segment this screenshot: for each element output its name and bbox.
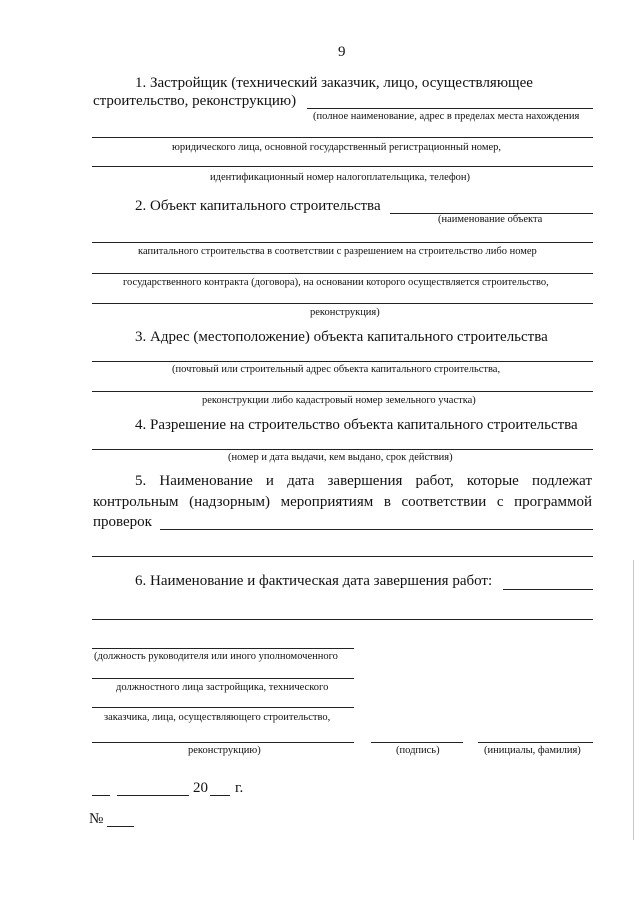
section1-input-line-2[interactable] [92, 137, 593, 138]
section4-line1: 4. Разрешение на строительство объекта капитального строительства [135, 417, 578, 433]
section5-input-line-2[interactable] [92, 556, 593, 557]
section6-input-line-1[interactable] [503, 589, 593, 590]
section2-input-line-4[interactable] [92, 303, 593, 304]
section4-input-line-1[interactable] [92, 449, 593, 450]
section3-hint-1: (почтовый или строительный адрес объекта капитального строительства, [172, 364, 501, 375]
section2-hint-4: реконструкция) [310, 307, 380, 318]
signature-label: (подпись) [396, 745, 440, 756]
section1-input-line-1[interactable] [307, 108, 593, 109]
section3-line1: 3. Адрес (местоположение) объекта капитального строительства [135, 329, 548, 345]
section2-line1: 2. Объект капитального строительства [135, 198, 381, 214]
position-input-line-3[interactable] [92, 707, 354, 708]
section5-input-line-1[interactable] [160, 529, 593, 530]
section3-input-line-2[interactable] [92, 391, 593, 392]
signature-hint-4: реконструкцию) [188, 745, 261, 756]
section1-hint-1: (полное наименование, адрес в пределах места нахождения [313, 111, 580, 122]
position-input-line-1[interactable] [92, 648, 354, 649]
section6-line1: 6. Наименование и фактическая дата завершения работ: [135, 573, 493, 589]
section1-input-line-3[interactable] [92, 166, 593, 167]
section5-line3: проверок [93, 514, 152, 530]
section5-line2: контрольным (надзорным) мероприятиям в соответствии с программой [93, 494, 592, 510]
section3-hint-2: реконструкции либо кадастровый номер земельного участка) [202, 395, 476, 406]
number-input-line[interactable] [107, 826, 134, 827]
page-number: 9 [338, 44, 346, 60]
date-year-prefix: 20 [193, 780, 208, 796]
section2-hint-2: капитального строительства в соответствии с разрешением на строительство либо номер [138, 246, 537, 257]
section1-hint-2: юридического лица, основной государственный регистрационный номер, [172, 142, 502, 153]
date-month-input[interactable] [117, 795, 189, 796]
name-input-line[interactable] [478, 742, 593, 743]
name-label: (инициалы, фамилия) [484, 745, 581, 756]
date-year-suffix: г. [235, 780, 244, 796]
section2-hint-3: государственного контракта (договора), на основании которого осуществляется строительство, [123, 277, 549, 288]
section5-line1: 5. Наименование и дата завершения работ, которые подлежат [135, 473, 592, 489]
date-day-input[interactable] [92, 795, 110, 796]
section3-input-line-1[interactable] [92, 361, 593, 362]
signature-hint-1: (должность руководителя или иного уполномоченного [94, 651, 338, 662]
position-input-line-4[interactable] [92, 742, 354, 743]
signature-hint-3: заказчика, лица, осуществляющего строительство, [104, 712, 331, 723]
section1-hint-3: идентификационный номер налогоплательщика, телефон) [210, 172, 471, 183]
section6-input-line-2[interactable] [92, 619, 593, 620]
section1-line1: 1. Застройщик (технический заказчик, лицо, осуществляющее [135, 75, 533, 91]
signature-hint-2: должностного лица застройщика, технического [116, 682, 329, 693]
section2-hint-1: (наименование объекта [438, 214, 543, 225]
section4-hint-1: (номер и дата выдачи, кем выдано, срок действия) [228, 452, 453, 463]
position-input-line-2[interactable] [92, 678, 354, 679]
scan-edge-line [633, 560, 634, 840]
date-year-input[interactable] [210, 795, 230, 796]
number-label: № [89, 811, 104, 827]
section2-input-line-3[interactable] [92, 273, 593, 274]
section2-input-line-2[interactable] [92, 242, 593, 243]
section1-line2: строительство, реконструкцию) [93, 93, 297, 109]
signature-input-line[interactable] [371, 742, 463, 743]
